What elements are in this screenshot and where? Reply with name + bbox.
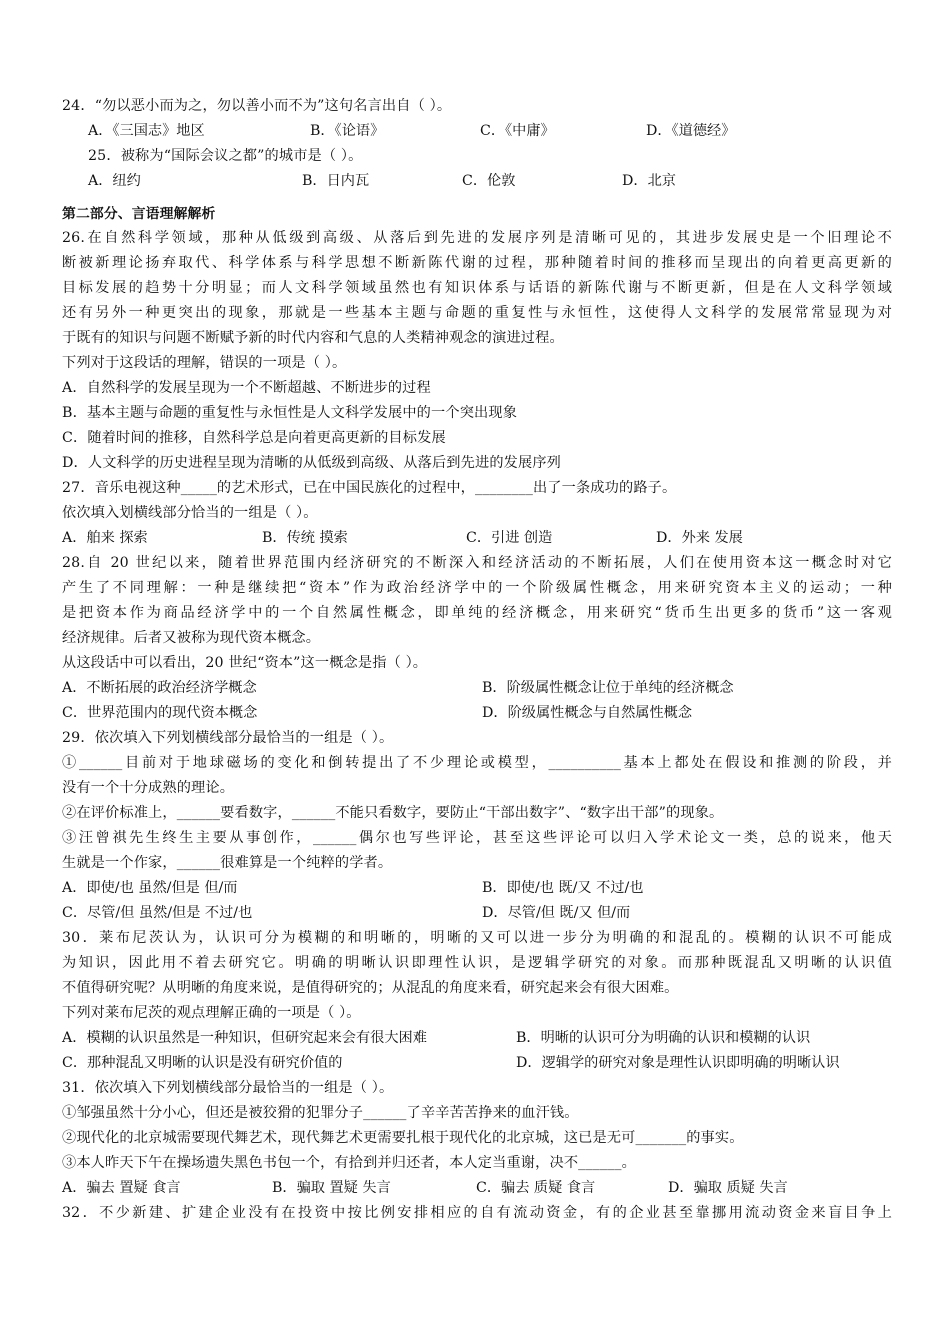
q31-option-c: C．骗去 质疑 食言 (476, 1180, 596, 1196)
q27-option-d: D．外来 发展 (656, 530, 743, 546)
q30-option-c: C．那种混乱又明晰的认识是没有研究价值的 (62, 1055, 343, 1071)
q29-option-b: B．即使/也 既/又 不过/也 (482, 880, 644, 896)
q29-item-line: ①______目前对于地球磁场的变化和倒转提出了不少理论或模型，__________基本上都处在假设和推测的阶段，并 (62, 755, 892, 771)
q26-passage-line: 断被新理论扬弃取代、科学体系与科学思想不断新陈代谢的过程，那种随着时间的推移而呈现出的向着更高更新的 (62, 255, 892, 271)
q26-passage-line: 还有另外一种更突出的现象，那就是一些基本主题与命题的重复性与永恒性，这使得人文科学的发展常常显现为对 (62, 305, 892, 321)
q31-option-a: A．骗去 置疑 食言 (62, 1180, 181, 1196)
q28-option-c: C．世界范围内的现代资本概念 (62, 705, 258, 721)
q26-option-b: B．基本主题与命题的重复性与永恒性是人文科学发展中的一个突出现象 (62, 405, 518, 421)
q24-option-c: C．《中庸》 (480, 123, 555, 139)
q31-item-line: ③本人昨天下午在操场遗失黑色书包一个，有拾到并归还者，本人定当重谢，决不______。 (62, 1155, 636, 1171)
q31-stem: 31．依次填入下列划横线部分最恰当的一组是（ ）。 (62, 1080, 394, 1096)
q27-option-c: C．引进 创造 (466, 530, 553, 546)
q28-question: 从这段话中可以看出，20 世纪“资本”这一概念是指（ ）。 (62, 655, 428, 671)
q29-item-line: ③汪曾祺先生终生主要从事创作，______偶尔也写些评论，甚至这些评论可以归入学术论文一类，总的说来，他天 (62, 830, 892, 846)
q25-option-b: B．日内瓦 (302, 173, 370, 189)
q25-stem: 25．被称为“国际会议之都”的城市是（ ）。 (88, 148, 363, 164)
q29-option-c: C．尽管/但 虽然/但是 不过/也 (62, 905, 253, 921)
q29-option-a: A．即使/也 虽然/但是 但/而 (62, 880, 238, 896)
q30-option-a: A．模糊的认识虽然是一种知识，但研究起来会有很大困难 (62, 1030, 427, 1046)
q29-item-line: 没有一个十分成熟的理论。 (62, 780, 235, 796)
q28-option-b: B．阶级属性概念让位于单纯的经济概念 (482, 680, 734, 696)
q26-passage-line: 于既有的知识与问题不断赋予新的时代内容和气息的人类精神观念的演进过程。 (62, 330, 564, 346)
q27-question: 依次填入划横线部分恰当的一组是（ ）。 (62, 505, 318, 521)
q26-passage-line: 目标发展的趋势十分明显；而人文科学领域虽然也有知识体系与话语的新陈代谢与不断更新，但是在人文科学领域 (62, 280, 892, 296)
q29-option-d: D．尽管/但 既/又 但/而 (482, 905, 631, 921)
q24-option-a: A．《三国志》地区 (88, 123, 205, 139)
q30-option-b: B．明晰的认识可分为明确的认识和模糊的认识 (516, 1030, 811, 1046)
q24-stem: 24．“勿以恶小而为之，勿以善小而不为”这句名言出自（ ）。 (62, 98, 452, 114)
q31-option-d: D．骗取 质疑 失言 (668, 1180, 788, 1196)
q30-option-d: D．逻辑学的研究对象是理性认识即明确的明晰认识 (516, 1055, 840, 1071)
q27-option-b: B．传统 摸索 (262, 530, 348, 546)
q28-option-d: D．阶级属性概念与自然属性概念 (482, 705, 693, 721)
q30-passage-line: 30．莱布尼茨认为，认识可分为模糊的和明晰的，明晰的又可以进一步分为明确的和混乱的。模糊的认识不可能成 (62, 930, 892, 946)
q30-question: 下列对莱布尼茨的观点理解正确的一项是（ ）。 (62, 1005, 361, 1021)
q28-option-a: A．不断拓展的政治经济学概念 (62, 680, 257, 696)
q31-option-b: B．骗取 置疑 失言 (272, 1180, 391, 1196)
q27-option-a: A．舶来 探索 (62, 530, 148, 546)
q29-item-line: 生就是一个作家，______很难算是一个纯粹的学者。 (62, 855, 393, 871)
q26-option-d: D．人文科学的历史进程呈现为清晰的从低级到高级、从落后到先进的发展序列 (62, 455, 562, 471)
q26-passage-line: 26.在自然科学领域，那种从低级到高级、从落后到先进的发展序列是清晰可见的，其进步发展史是一个旧理论不 (62, 230, 892, 246)
q30-passage-line: 为知识，因此用不着去研究它。明确的明晰认识即理性认识，是逻辑学研究的对象。而那种既混乱又明晰的认识值 (62, 955, 892, 971)
q28-passage-line: 是把资本作为商品经济学中的一个自然属性概念，即单纯的经济概念，用来研究“货币生出更多的货币”这一客观 (62, 605, 892, 621)
q31-item-line: ②现代化的北京城需要现代舞艺术，现代舞艺术更需要扎根于现代化的北京城，这已是无可_______的事实。 (62, 1130, 744, 1146)
q24-option-b: B．《论语》 (310, 123, 385, 139)
section-title: 第二部分、言语理解解析 (62, 206, 216, 222)
q26-option-a: A．自然科学的发展呈现为一个不断超越、不断进步的过程 (62, 380, 431, 396)
q32-text: 32．不少新建、扩建企业没有在投资中按比例安排相应的自有流动资金，有的企业甚至靠挪用流动资金来盲目争上 (62, 1205, 892, 1221)
q28-passage-line: 28.自 20 世纪以来，随着世界范围内经济研究的不断深入和经济活动的不断拓展，人们在使用资本这一概念时对它 (62, 555, 892, 571)
q29-stem: 29．依次填入下列划横线部分最恰当的一组是（ ）。 (62, 730, 394, 746)
q28-passage-line: 经济规律。后者又被称为现代资本概念。 (62, 630, 321, 646)
q26-option-c: C．随着时间的推移，自然科学总是向着更高更新的目标发展 (62, 430, 446, 446)
q26-question: 下列对于这段话的理解，错误的一项是（ ）。 (62, 355, 347, 371)
q25-option-d: D．北京 (622, 173, 676, 189)
q25-option-c: C．伦敦 (462, 173, 516, 189)
q24-option-d: D．《道德经》 (646, 123, 736, 139)
q28-passage-line: 产生了不同理解：一种是继续把“资本”作为政治经济学中的一个阶级属性概念，用来研究资本主义的运动；一种 (62, 580, 892, 596)
q31-item-line: ①邹强虽然十分小心，但还是被狡猾的犯罪分子______了辛辛苦苦挣来的血汗钱。 (62, 1105, 579, 1121)
q29-item-line: ②在评价标准上，______要看数字，______不能只看数字，要防止“干部出数字”、“数字出干部”的现象。 (62, 805, 724, 821)
q25-option-a: A．纽约 (88, 173, 141, 189)
q30-passage-line: 不值得研究呢？从明晰的角度来说，是值得研究的；从混乱的角度来看，研究起来会有很大困难。 (62, 980, 679, 996)
q27-stem: 27．音乐电视这种_____的艺术形式，已在中国民族化的过程中，________出了一条成功的路子。 (62, 480, 677, 496)
